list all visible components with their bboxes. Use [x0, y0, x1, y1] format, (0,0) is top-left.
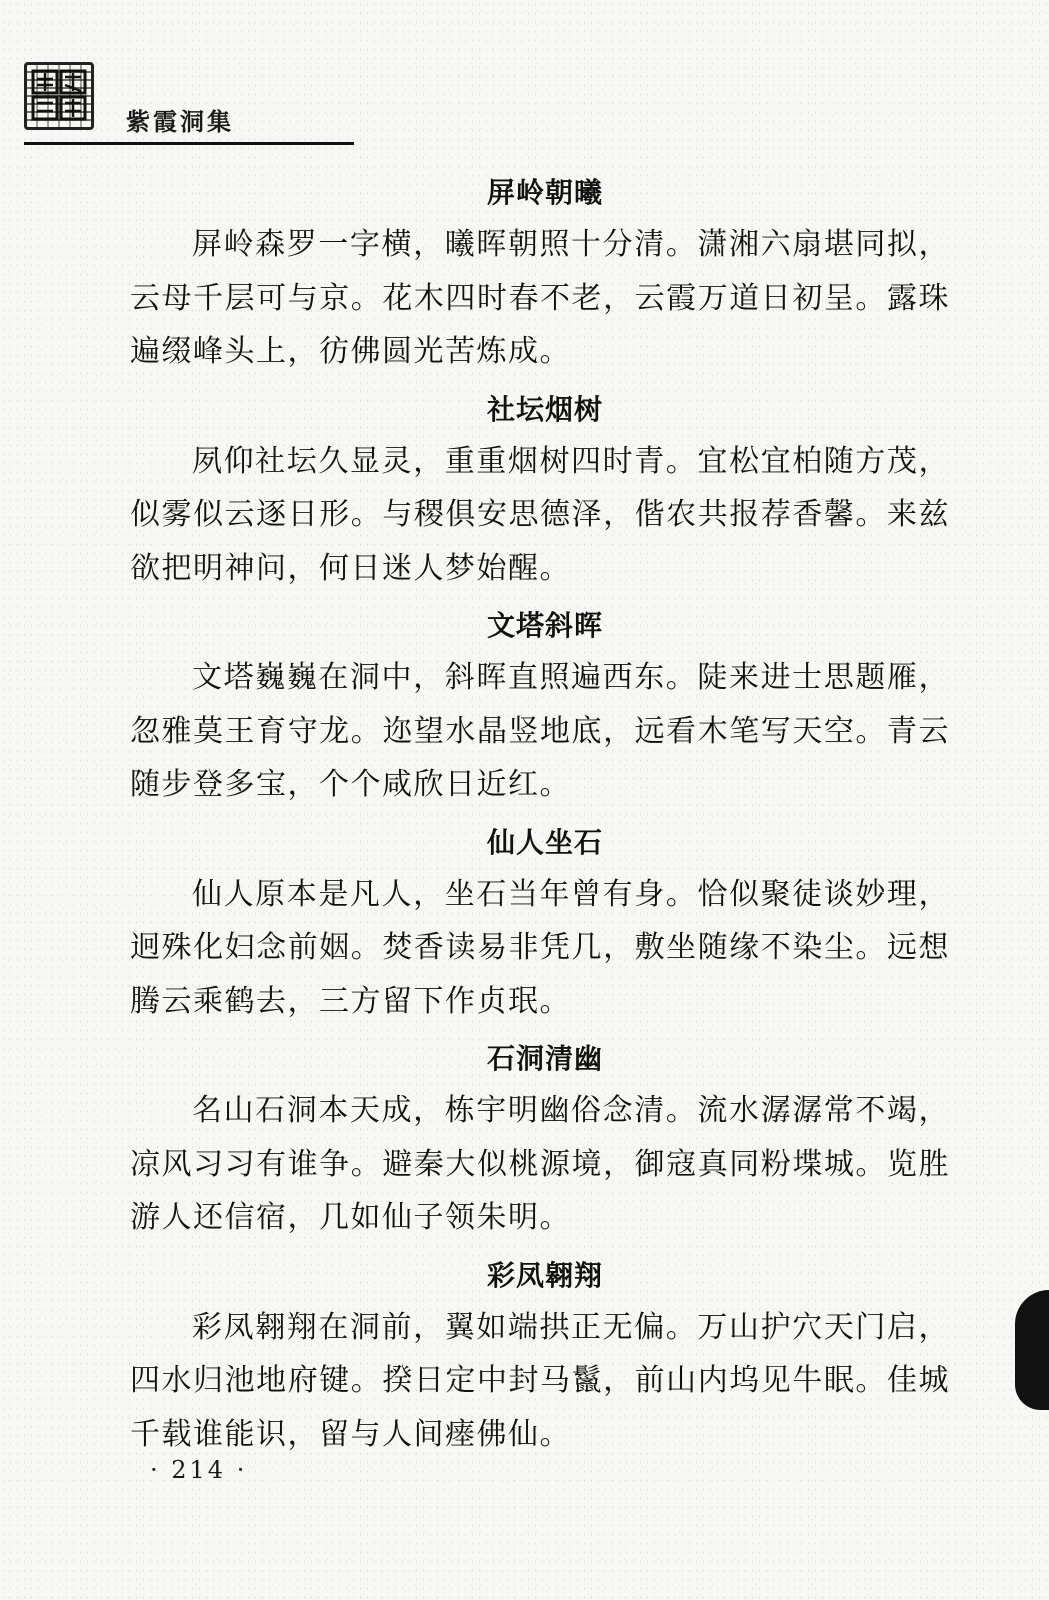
poem-title: 彩凤翱翔	[486, 1258, 603, 1292]
seal-logo-icon	[24, 62, 94, 130]
book-title: 紫霞洞集	[126, 108, 234, 136]
scan-edge-smudge	[1015, 1290, 1049, 1410]
poem-body: 彩凤翱翔在洞前，翼如端拱正无偏。万山护穴天门启，四水归池地府键。揆日定中封马鬣，前山内坞见牛眠。佳城千载谁能识，留与人间瘗佛仙。	[130, 1309, 950, 1452]
poem-body: 夙仰社坛久显灵，重重烟树四时青。宜松宜柏随方茂，似雾似云逐日形。与稷俱安思德泽，偕农共报荐香馨。来兹欲把明神问，何日迷人梦始醒。	[130, 443, 950, 586]
header-rule	[24, 142, 354, 145]
poem-item	[130, 601, 950, 812]
poem-item	[130, 168, 950, 379]
poem-body: 屏岭森罗一字横，曦晖朝照十分清。潇湘六扇堪同拟，云母千层可与京。花木四时春不老，云霞万道日初呈。露珠遍缀峰头上，彷佛圆光苦炼成。	[130, 227, 950, 369]
poem-title: 社坛烟树	[486, 392, 603, 426]
poem-item	[130, 1034, 950, 1245]
poem-item	[130, 1251, 950, 1462]
poem-item	[130, 385, 950, 596]
poem-title: 石洞清幽	[486, 1042, 603, 1075]
poem-body: 名山石洞本天成，栋宇明幽俗念清。流水潺潺常不竭，凉风习习有谁争。避秦大似桃源境，御寇真同粉堞城。览胜游人还信宿，几如仙子领朱明。	[130, 1093, 950, 1235]
poem-title: 屏岭朝曦	[486, 176, 603, 209]
poem-item	[130, 818, 950, 1029]
seal-glyph-icon	[31, 69, 87, 123]
page-header	[24, 62, 354, 148]
poem-body: 文塔巍巍在洞中，斜晖直照遍西东。陡来进士思题雁，忽雅莫王育守龙。迩望水晶竖地底，远看木笔写天空。青云随步登多宝，个个咸欣日近红。	[130, 660, 950, 802]
poem-list	[130, 168, 950, 1467]
poem-body: 仙人原本是凡人，坐石当年曾有身。恰似聚徒谈妙理，迥殊化妇念前姻。焚香读易非凭几，敷坐随缘不染尘。远想腾云乘鹤去，三方留下作贞珉。	[130, 876, 950, 1019]
poem-title: 文塔斜晖	[486, 609, 603, 642]
poem-title: 仙人坐石	[486, 825, 603, 859]
page-number: · 214 ·	[150, 1456, 248, 1484]
